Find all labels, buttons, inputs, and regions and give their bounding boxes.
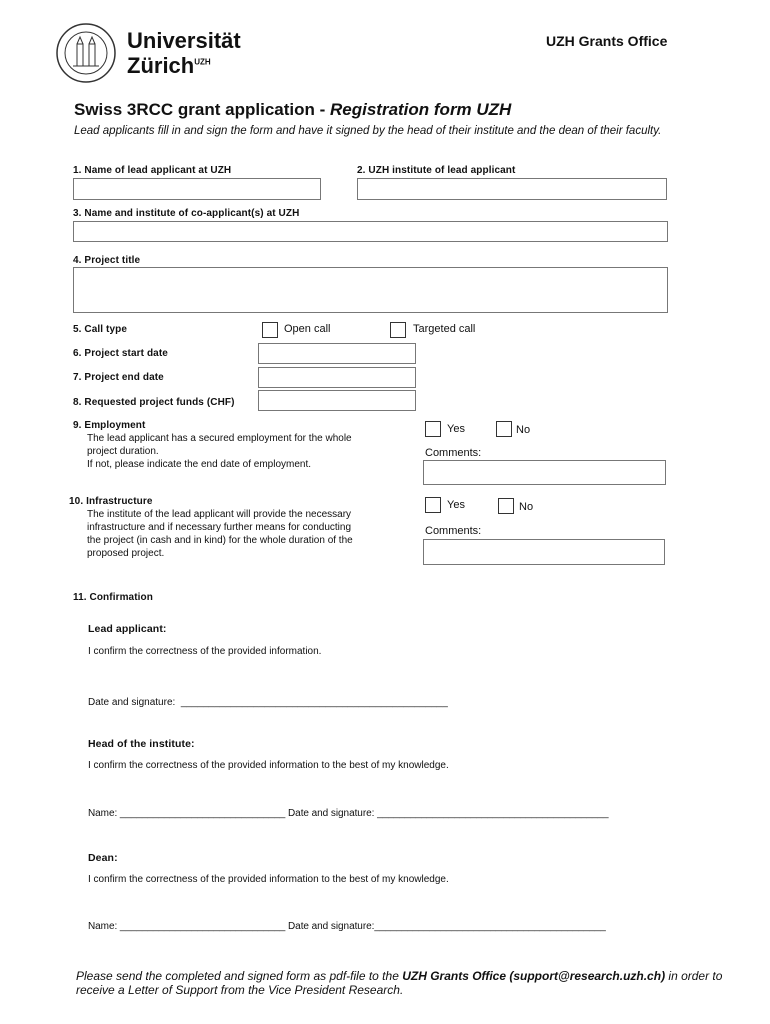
start-date-input[interactable]: [258, 343, 416, 364]
infrastructure-no-checkbox[interactable]: [498, 498, 514, 514]
field-6-label: 6. Project start date: [73, 348, 168, 359]
field-7-label: 7. Project end date: [73, 372, 164, 383]
infrastructure-comments-label: Comments:: [425, 525, 482, 537]
logo-zurich: Zürich: [127, 53, 195, 78]
employment-yes-checkbox[interactable]: [425, 421, 441, 437]
dean-signature-line[interactable]: Name: ______________________________ Date and signature:__________________________________________: [88, 921, 606, 932]
head-of-institute-signature-line[interactable]: Name: ______________________________ Date and signature: __________________________________________: [88, 808, 609, 819]
footer-note: [76, 969, 736, 997]
university-seal-icon: [55, 22, 117, 84]
field-4-label: 4. Project title: [73, 255, 141, 266]
field-8-label: 8. Requested project funds (CHF): [73, 397, 235, 408]
field-5-label: 5. Call type: [73, 324, 127, 335]
requested-funds-input[interactable]: [258, 390, 416, 411]
lead-applicant-signature-line[interactable]: Date and signature: ________________________________________________: [88, 697, 448, 708]
institute-input[interactable]: [357, 178, 667, 200]
infrastructure-yes-checkbox[interactable]: [425, 497, 441, 513]
dean-statement: I confirm the correctness of the provided information to the best of my knowledge.: [88, 874, 449, 885]
infrastructure-desc-3: the project (in cash and in kind) for the whole duration of the: [87, 535, 353, 546]
footer-part-1: Please send the completed and signed form as pdf-file to the: [76, 969, 403, 983]
head-of-institute-title: Head of the institute:: [88, 738, 195, 750]
uzh-logo: [55, 22, 255, 84]
infrastructure-desc-1: The institute of the lead applicant will provide the necessary: [87, 509, 352, 520]
grants-office-label: UZH Grants Office: [546, 33, 668, 49]
confirmation-label: 11. Confirmation: [73, 592, 153, 603]
dean-title: Dean:: [88, 852, 118, 864]
field-2-label: 2. UZH institute of lead applicant: [357, 165, 516, 176]
infrastructure-no-label: No: [519, 501, 534, 513]
targeted-call-checkbox[interactable]: [390, 322, 406, 338]
logo-line-2: [127, 53, 211, 79]
footer-email[interactable]: UZH Grants Office (support@research.uzh.ch): [402, 969, 666, 983]
lead-applicant-name-input[interactable]: [73, 178, 321, 200]
logo-uzh-sup: UZH: [194, 57, 211, 67]
field-3-label: 3. Name and institute of co-applicant(s) at UZH: [73, 208, 300, 219]
title-italic: Registration form UZH: [330, 100, 512, 119]
logo-line-1: Universität: [127, 28, 241, 53]
employment-comments-input[interactable]: [423, 460, 666, 485]
project-title-input[interactable]: [73, 267, 668, 313]
lead-applicant-statement: I confirm the correctness of the provided information.: [88, 646, 322, 657]
infrastructure-desc-4: proposed project.: [87, 548, 165, 559]
head-of-institute-statement: I confirm the correctness of the provided information to the best of my knowledge.: [88, 760, 449, 771]
title-main: Swiss 3RCC grant application -: [74, 100, 330, 119]
employment-desc-2: project duration.: [87, 446, 159, 457]
lead-applicant-title: Lead applicant:: [88, 623, 167, 635]
employment-label: 9. Employment: [73, 420, 146, 431]
employment-comments-label: Comments:: [425, 447, 482, 459]
open-call-checkbox[interactable]: [262, 322, 278, 338]
co-applicants-input[interactable]: [73, 221, 668, 242]
infrastructure-desc-2: infrastructure and if necessary further means for conducting: [87, 522, 352, 533]
intro-text: Lead applicants fill in and sign the form and have it signed by the head of their institute and the dean of their faculty.: [74, 125, 662, 137]
infrastructure-yes-label: Yes: [447, 499, 465, 511]
open-call-label: Open call: [284, 323, 331, 335]
field-1-label: 1. Name of lead applicant at UZH: [73, 165, 232, 176]
employment-desc-1: The lead applicant has a secured employment for the whole: [87, 433, 352, 444]
footer-part-2: in order to receive a Letter of Support from the Vice President Research.: [76, 969, 723, 997]
employment-yes-label: Yes: [447, 423, 465, 435]
end-date-input[interactable]: [258, 367, 416, 388]
infrastructure-label: 10. Infrastructure: [69, 496, 153, 507]
employment-no-checkbox[interactable]: [496, 421, 512, 437]
page-title: [74, 100, 511, 120]
employment-no-label: No: [516, 424, 531, 436]
infrastructure-comments-input[interactable]: [423, 539, 665, 565]
targeted-call-label: Targeted call: [413, 323, 476, 335]
employment-desc-3: If not, please indicate the end date of employment.: [87, 459, 312, 470]
